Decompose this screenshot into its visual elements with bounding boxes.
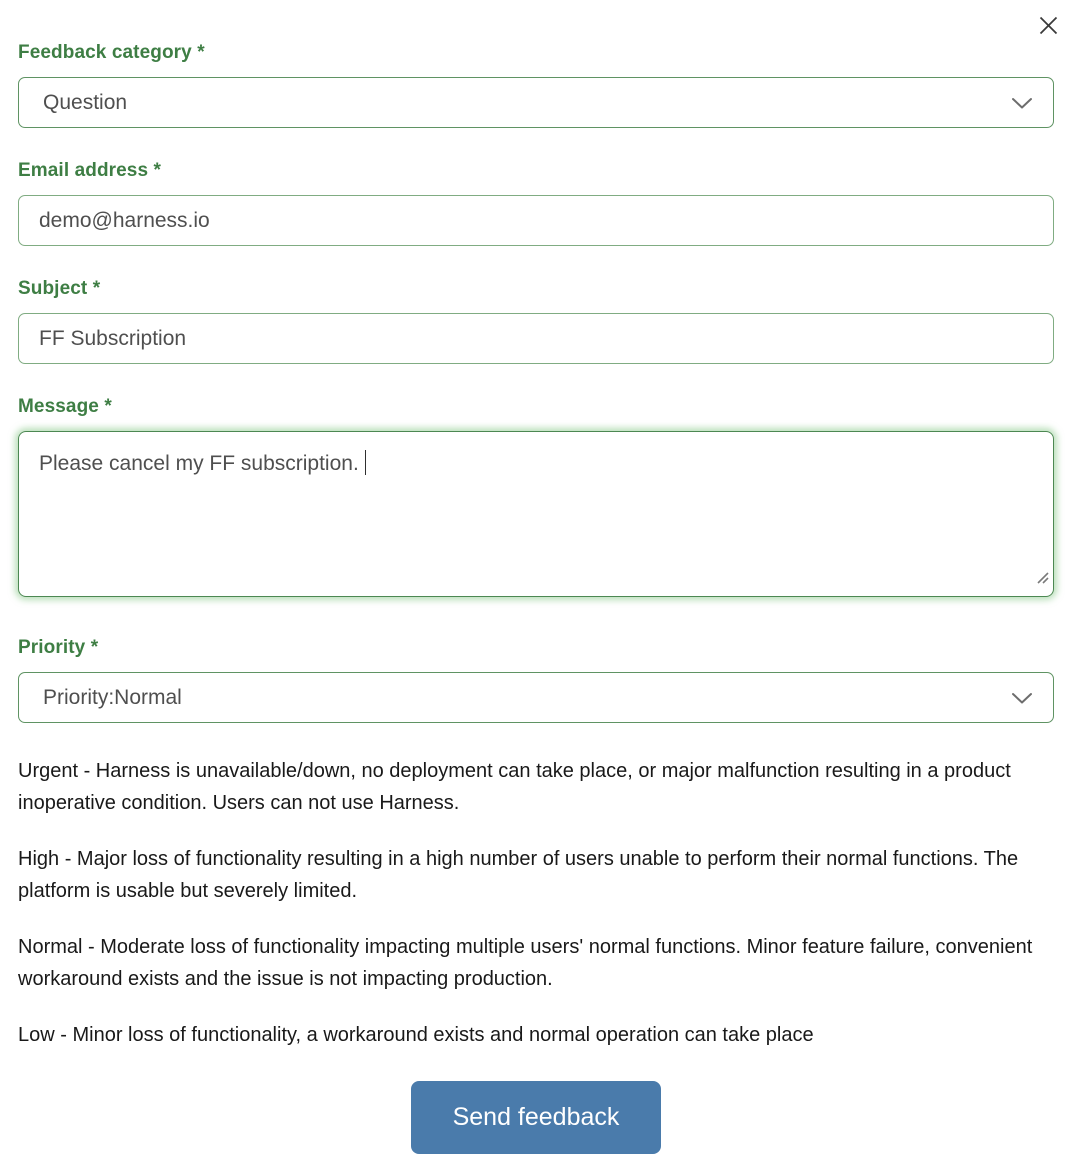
required-asterisk: * [92, 278, 101, 299]
label-text: Subject [18, 278, 88, 299]
required-asterisk: * [197, 42, 205, 63]
priority-help-urgent: Urgent - Harness is unavailable/down, no deployment can take place, or major malfunction resulting in a product inoperative condition. Users can not use Harness. [18, 760, 1011, 814]
label-text: Priority [18, 637, 86, 658]
chevron-down-icon [1011, 96, 1033, 110]
priority-help-normal: Normal - Moderate loss of functionality impacting multiple users' normal functions. Minor feature failure, convenient workaround exists and the issue is not impacting production. [18, 936, 1033, 990]
close-icon [1039, 16, 1058, 35]
label-text: Email address [18, 160, 149, 181]
text-cursor [365, 450, 367, 475]
feedback-category-label [18, 42, 1054, 64]
required-asterisk: * [104, 396, 112, 417]
select-value: Question [43, 90, 128, 114]
required-asterisk: * [153, 160, 162, 181]
message-textarea[interactable] [18, 431, 1054, 597]
priority-select[interactable] [18, 672, 1054, 723]
email-label [18, 160, 1054, 182]
message-text: Please cancel my FF subscription. [39, 452, 359, 475]
subject-field[interactable] [18, 313, 1054, 364]
select-value: Priority:Normal [43, 685, 182, 709]
label-text: Feedback category [18, 42, 192, 63]
close-button[interactable] [1036, 13, 1060, 37]
priority-help-high: High - Major loss of functionality resulting in a high number of users unable to perform their normal functions. The platform is usable but severely limited. [18, 848, 1019, 902]
resize-handle-icon[interactable] [1034, 565, 1050, 593]
chevron-down-icon [1011, 691, 1033, 705]
feedback-category-select[interactable] [18, 77, 1054, 128]
subject-label [18, 278, 1054, 300]
required-asterisk: * [90, 637, 99, 658]
message-label [18, 396, 1054, 418]
send-feedback-button[interactable]: Send feedback [411, 1081, 661, 1154]
email-field[interactable] [18, 195, 1054, 246]
priority-help-low: Low - Minor loss of functionality, a workaround exists and normal operation can take place [18, 1024, 814, 1046]
label-text: Message [18, 396, 99, 417]
priority-label [18, 637, 1054, 659]
